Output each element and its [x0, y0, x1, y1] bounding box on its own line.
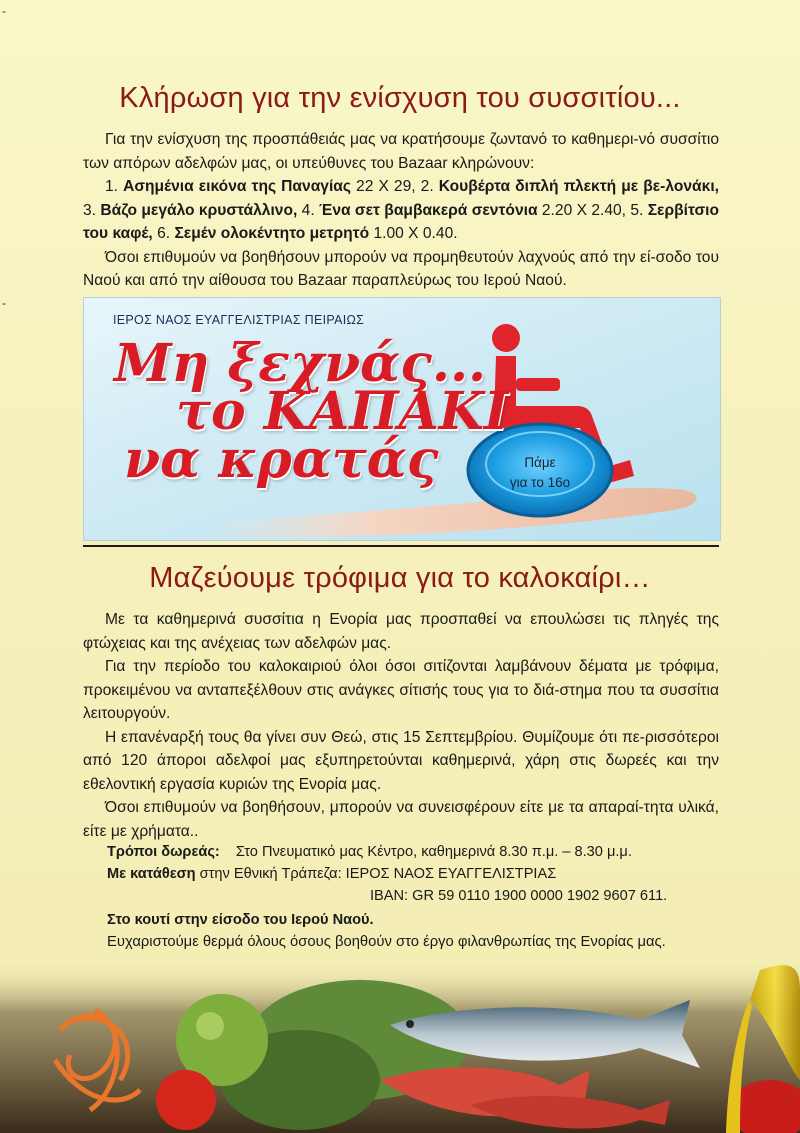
- prize-name: Σερβίτσιο του καφέ,: [83, 201, 720, 242]
- section-divider: [83, 545, 719, 547]
- food-paragraph: Για την περίοδο του καλοκαιριού όλοι όσοι σιτίζονται λαμβάνουν δέματα με τρόφιμα, προκειμένου να ανταπεξέλθουν στις ανάγκες σίτισής τους για το διά-στημα που τα συσσίτια λειτουργούν.: [83, 658, 719, 722]
- prize-name: Ένα σετ βαμβακερά σεντόνια: [319, 201, 538, 219]
- prize-name: Βάζο μεγάλο κρυστάλλινο,: [100, 201, 298, 219]
- ways-label: Τρόποι δωρεάς:: [107, 844, 220, 860]
- deposit-line: [107, 866, 556, 882]
- raffle-title: Κλήρωση για την ενίσχυση του συσσιτίου...: [119, 82, 681, 114]
- hand-shape: [204, 488, 697, 538]
- donation-ways: [107, 844, 632, 860]
- raffle-prizes: 1. Ασημένια εικόνα της Παναγίας 22 Χ 29, 2. Κουβέρτα διπλή πλεκτή με βε-λονάκι, 3. Βάζο μεγάλο κρυστάλλινο, 4. Ένα σετ βαμβακερά σεντόνια 2.20 Χ 2.40, 5. Σερβίτσιο του καφέ, 6. Σεμέν ολοκέντητο μετρητό 1.00 Χ 0.40.: [83, 178, 720, 242]
- iban: IBAN: GR 59 0110 1900 0000 1902 9607 611.: [370, 888, 668, 904]
- raffle-intro: Για την ενίσχυση της προσπάθειάς μας να κρατήσουμε ζωντανό το καθημερι-νό συσσίτιο των απόρων αδελφών μας, οι υπεύθυνες του Bazaar κληρώνουν:: [83, 131, 719, 172]
- slogan-line-2: το ΚΑΠΑΚΙ: [176, 381, 509, 442]
- food-collage: [0, 960, 800, 1133]
- deposit-label: Με κατάθεση: [107, 866, 196, 882]
- margin-marker: -: [2, 4, 6, 18]
- food-paragraph: Όσοι επιθυμούν να βοηθήσουν, μπορούν να συνεισφέρουν είτε με τα απαραί-τητα υλικά, είτε με χρήματα..: [83, 799, 719, 840]
- raffle-text: [83, 128, 719, 293]
- thanks-text: Ευχαριστούμε θερμά όλους όσους βοηθούν στο έργο φιλανθρωπίας της Ενορίας μας.: [107, 934, 666, 950]
- food-paragraph: Η επανέναρξή τους θα γίνει συν Θεώ, στις 15 Σεπτεμβρίου. Θυμίζουμε ότι πε-ρισσότεροι από 120 άποροι αδελφοί μας εξυπηρετούνται καθημερινά, χάρη στις δωρεές και την εθελοντική εργασία κυριών της Ενορία μας.: [83, 728, 719, 793]
- tomato-shape: [156, 1070, 216, 1130]
- prize-name: Σεμέν ολοκέντητο μετρητό: [174, 225, 370, 242]
- prize-name: Ασημένια εικόνα της Παναγίας: [123, 178, 351, 195]
- box-text: Στο κουτί στην είσοδο του Ιερού Ναού.: [107, 912, 374, 928]
- badge-text: Πάμε για το 16ο: [509, 455, 571, 490]
- banner-org: ΙΕΡΟΣ ΝΑΟΣ ΕΥΑΓΓΕΛΙΣΤΡΙΑΣ ΠΕΙΡΑΙΩΣ: [113, 313, 365, 327]
- ways-text: Στο Πνευματικό μας Κέντρο, καθημερινά 8.30 π.μ. – 8.30 μ.μ.: [235, 844, 632, 860]
- margin-marker: -: [2, 296, 6, 310]
- raffle-closing: Όσοι επιθυμούν να βοηθήσουν μπορούν να προμηθευτούν λαχνούς από την εί-σοδο του Ναού και από την αίθουσα του Bazaar παραπλεύρως του Ιερού Ναού.: [83, 248, 719, 289]
- food-paragraph: Με τα καθημερινά συσσίτια η Ενορία μας προσπαθεί να επουλώσει τις πληγές της φτώχειας και της ανέχειας των αδελφών μας.: [83, 611, 719, 652]
- food-text: [83, 608, 719, 843]
- slogan-line-3: να κρατάς: [124, 429, 439, 490]
- slogan-cap-word: ΚΑΠΑΚΙ: [263, 381, 509, 442]
- food-title: Μαζεύουμε τρόφιμα για το καλοκαίρι…: [149, 562, 651, 594]
- prize-name: Κουβέρτα διπλή πλεκτή με βε-λονάκι,: [438, 178, 719, 195]
- slogan-line-1: Μη ξεχνάς...: [114, 333, 487, 394]
- deposit-text: στην Εθνική Τράπεζα: ΙΕΡΟΣ ΝΑΟΣ ΕΥΑΓΓΕΛΙΣΤΡΙΑΣ: [195, 866, 557, 882]
- bottle-cap-banner: [83, 297, 721, 541]
